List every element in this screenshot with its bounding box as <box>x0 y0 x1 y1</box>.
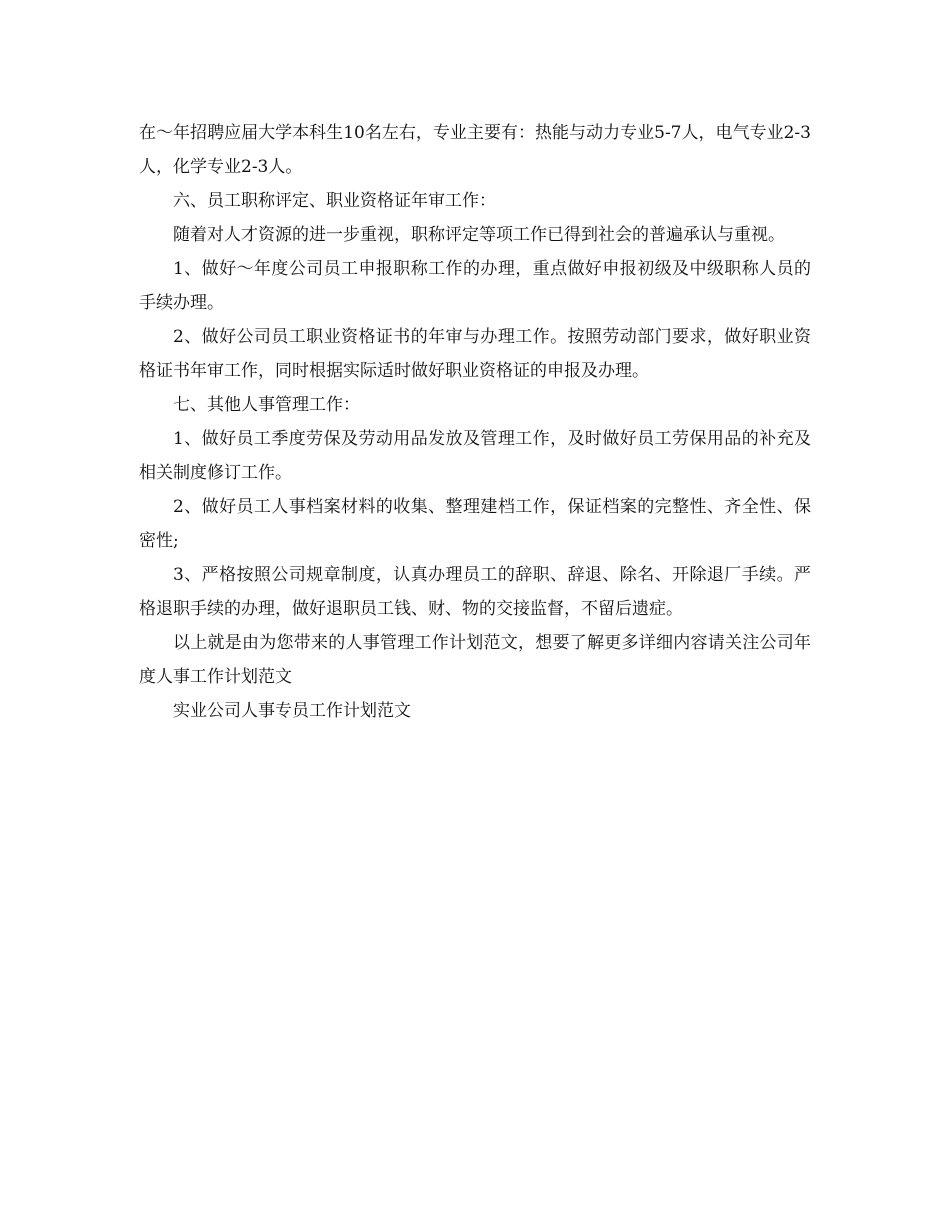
heading-section-six: 六、员工职称评定、职业资格证年审工作： <box>173 191 496 211</box>
heading-section-seven: 七、其他人事管理工作： <box>173 395 360 415</box>
paragraph-closing-note: 以上就是由为您带来的人事管理工作计划范文，想要了解更多详细内容请关注公司年度人事工作计划范文 <box>139 633 811 687</box>
paragraph-labor-protection: 1、做好员工季度劳保及劳动用品发放及管理工作，及时做好员工劳保用品的补充及相关制度修订工作。 <box>139 429 811 483</box>
paragraph-talent-importance: 随着对人才资源的进一步重视，职称评定等项工作已得到社会的普遍承认与重视。 <box>173 225 785 245</box>
paragraph-title-application: 1、做好～年度公司员工申报职称工作的办理，重点做好申报初级及中级职称人员的手续办理。 <box>139 259 811 313</box>
document-body <box>139 116 811 728</box>
paragraph-personnel-archives: 2、做好员工人事档案材料的收集、整理建档工作，保证档案的完整性、齐全性、保密性; <box>139 497 811 551</box>
paragraph-certificate-review: 2、做好公司员工职业资格证书的年审与办理工作。按照劳动部门要求，做好职业资格证书年审工作，同时根据实际适时做好职业资格证的申报及办理。 <box>139 327 811 381</box>
paragraph-resignation-procedures: 3、严格按照公司规章制度，认真办理员工的辞职、辞退、除名、开除退厂手续。严格退职手续的办理，做好退职员工钱、财、物的交接监督，不留后遗症。 <box>139 565 811 619</box>
paragraph-related-title: 实业公司人事专员工作计划范文 <box>173 701 411 721</box>
paragraph-recruitment: 在～年招聘应届大学本科生10名左右，专业主要有：热能与动力专业5-7人，电气专业2-3人，化学专业2-3人。 <box>139 123 811 177</box>
